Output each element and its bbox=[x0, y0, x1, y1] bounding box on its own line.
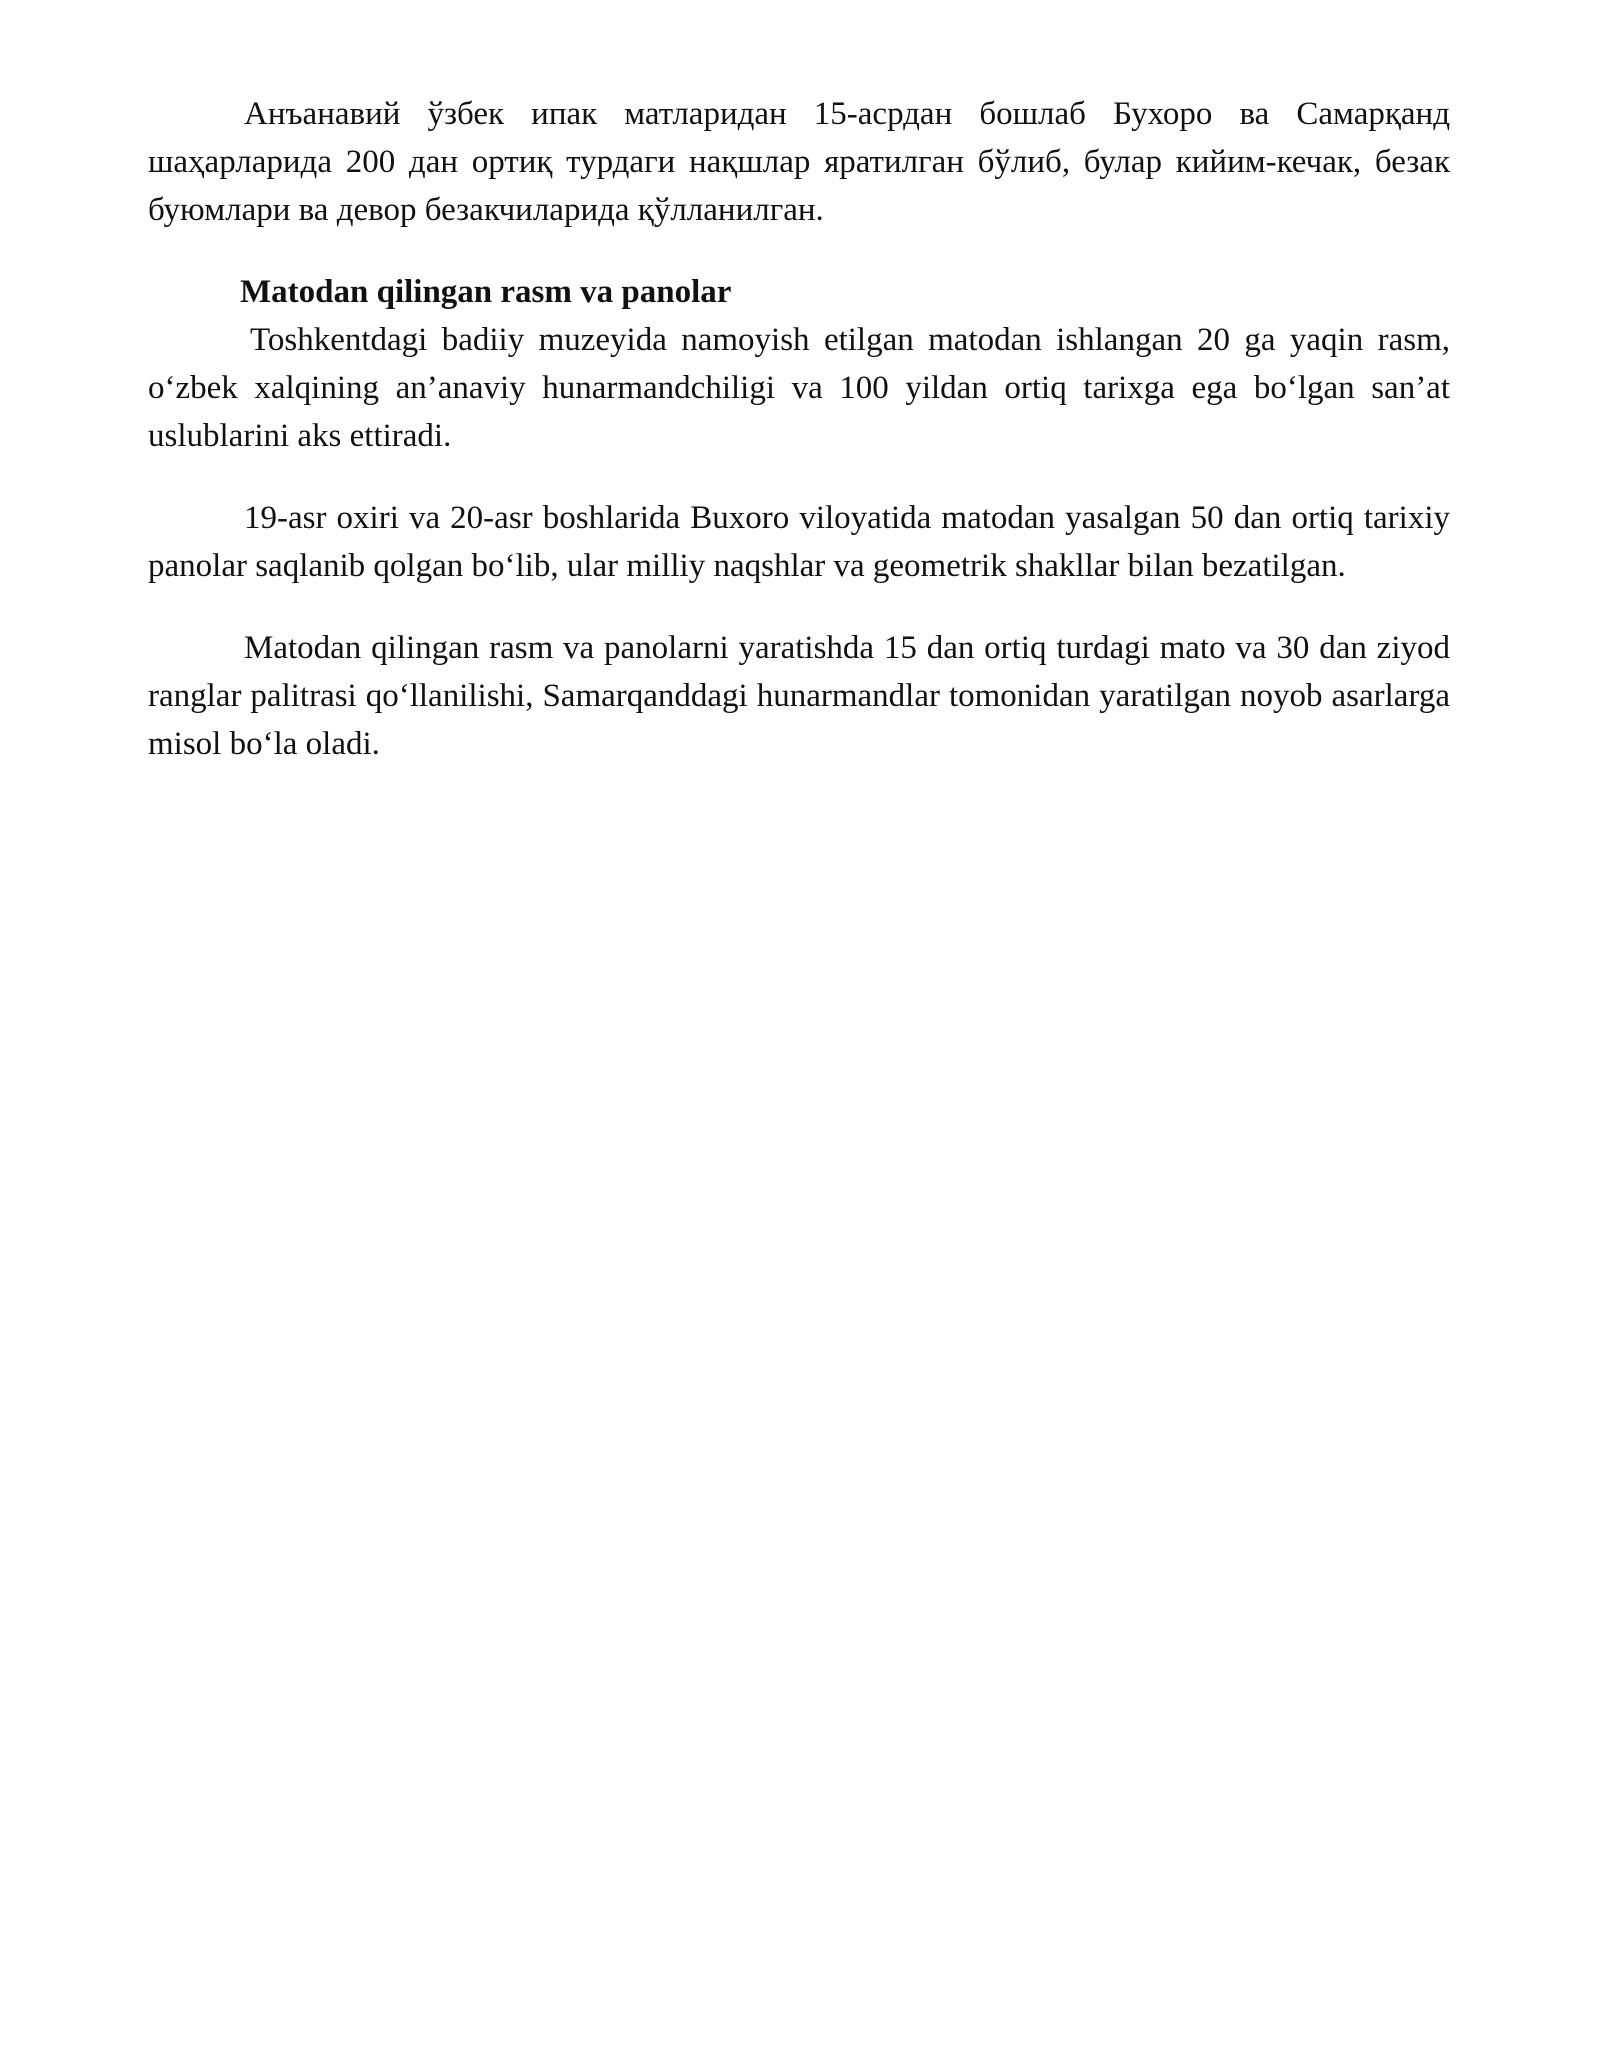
paragraph-silk-patterns: Анъанавий ўзбек ипак матларидан 15-асрдан бошлаб Бухоро ва Самарқанд шаҳарларида 200 дан ортиқ турдаги нақшлар яратилган бўлиб, булар кийим-кечак, безак буюмлари ва девор безакчиларида қўлланилган. bbox=[148, 96, 1450, 228]
paragraph-tashkent-museum: Toshkentdagi badiiy muzeyida namoyish etilgan matodan ishlangan 20 ga yaqin rasm, oʻzbek xalqining an’anaviy hunarmandchiligi va 100 yildan ortiq tarixga ega boʻlgan san’at uslublarini aks ettiradi. bbox=[148, 322, 1450, 454]
paragraph-samarkand-artisans: Matodan qilingan rasm va panolarni yaratishda 15 dan ortiq turdagi mato va 30 dan ziyod ranglar palitrasi qoʻllanilishi, Samarqanddagi hunarmandlar tomonidan yaratilgan noyob asarlarga misol boʻla oladi. bbox=[148, 630, 1450, 762]
document-body bbox=[148, 90, 1450, 768]
section-heading: Matodan qilingan rasm va panolar bbox=[240, 274, 732, 310]
paragraph-bukhara-panels: 19-asr oxiri va 20-asr boshlarida Buxoro viloyatida matodan yasalgan 50 dan ortiq tarixiy panolar saqlanib qolgan boʻlib, ular milliy naqshlar va geometrik shakllar bilan bezatilgan. bbox=[148, 500, 1450, 584]
